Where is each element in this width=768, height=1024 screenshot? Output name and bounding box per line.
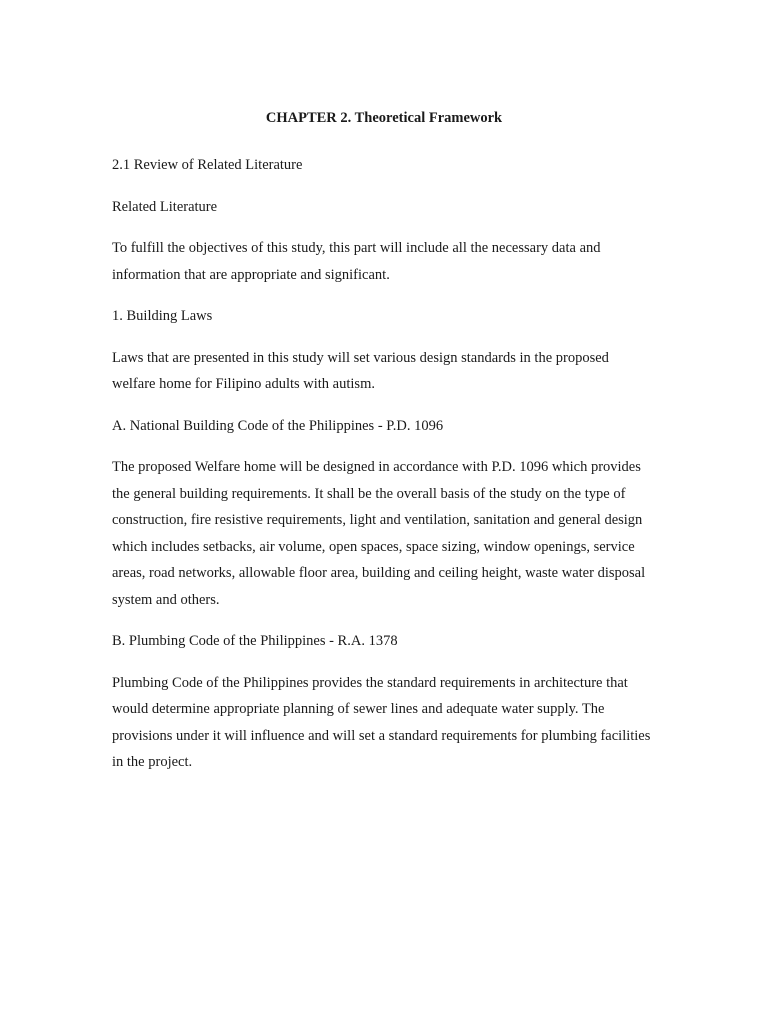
plumbing-paragraph: Plumbing Code of the Philippines provides the standard requirements in architecture that would determine appropriate planning of sewer lines and adequate water supply. The provisions under it will influence and will set a standard requirements for plumbing facilities in the project. <box>112 674 651 770</box>
building-laws-heading: 1. Building Laws <box>112 308 213 324</box>
section-heading: 2.1 Review of Related Literature <box>112 157 303 173</box>
nbc-paragraph: The proposed Welfare home will be designed in accordance with P.D. 1096 which provides the general building requirements. It shall be the overall basis of the study on the type of construction, fire resistive requirements, light and ventilation, sanitation and general design which includes setbacks, air volume, open spaces, space sizing, window openings, service areas, road networks, allowable floor area, building and ceiling height, waste water disposal system and others. <box>112 459 646 608</box>
nbc-heading: A. National Building Code of the Philippines - P.D. 1096 <box>112 417 444 434</box>
building-laws-paragraph: Laws that are presented in this study will set various design standards in the proposed welfare home for Filipino adults with autism. <box>112 349 609 392</box>
subsection-heading: Related Literature <box>112 198 218 215</box>
chapter-title: CHAPTER 2. Theoretical Framework <box>265 110 503 126</box>
plumbing-heading: B. Plumbing Code of the Philippines - R.A. 1378 <box>112 633 398 649</box>
intro-paragraph: To fulfill the objectives of this study, this part will include all the necessary data and information that are appropriate and significant. <box>112 240 601 283</box>
